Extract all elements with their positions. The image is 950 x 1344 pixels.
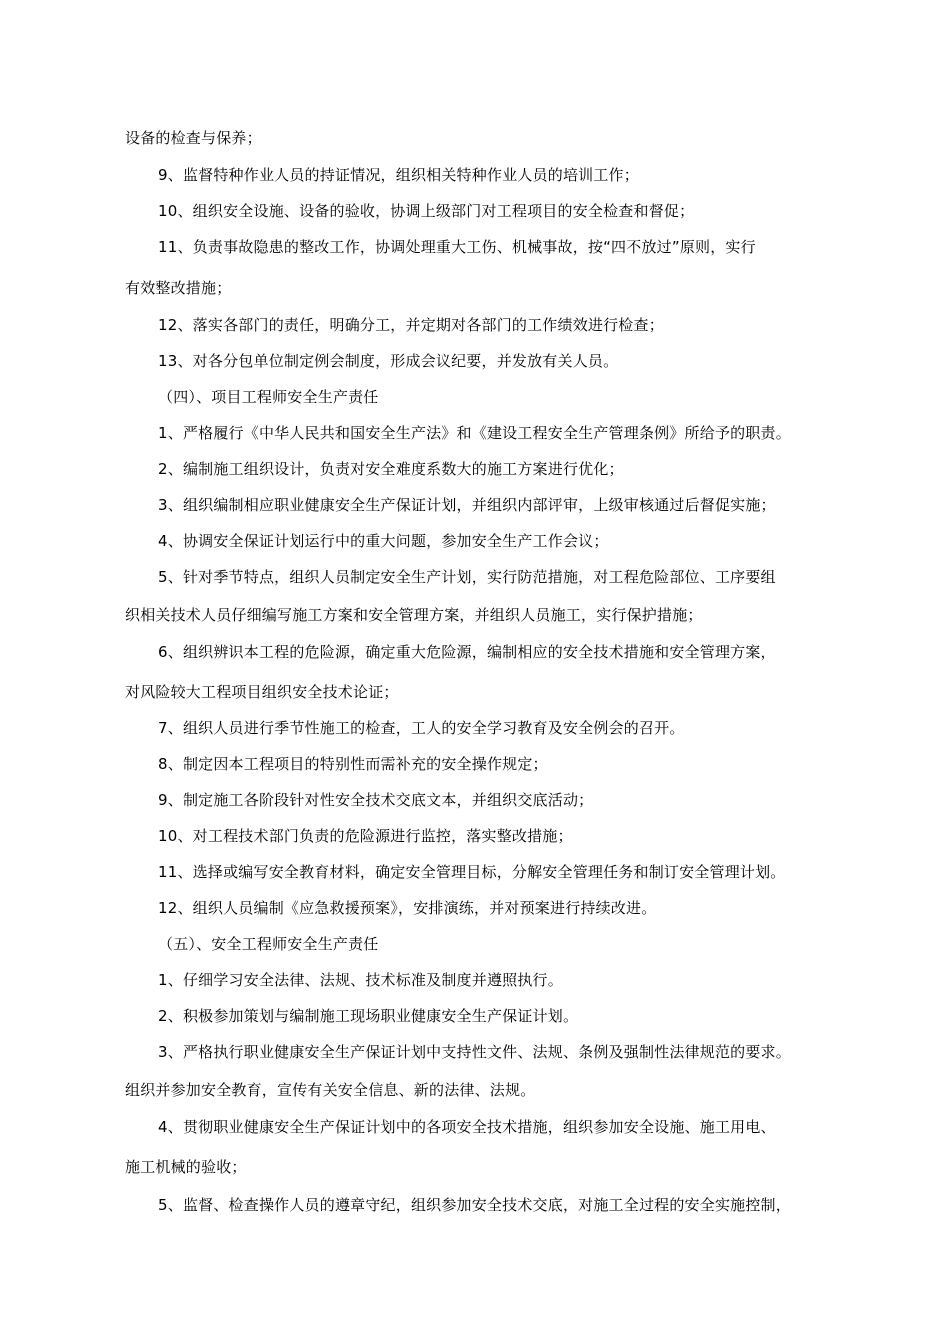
paragraph-line: 2、编制施工组织设计，负责对安全难度系数大的施工方案进行优化； bbox=[158, 460, 624, 478]
paragraph-line: 13、对各分包单位制定例会制度，形成会议纪要，并发放有关人员。 bbox=[158, 352, 619, 370]
paragraph-line: 8、制定因本工程项目的特别性而需补充的安全操作规定； bbox=[158, 755, 548, 773]
paragraph-line: 4、贯彻职业健康安全生产保证计划中的各项安全技术措施，组织参加安全设施、施工用电、 bbox=[158, 1118, 776, 1136]
paragraph-line: 2、积极参加策划与编制施工现场职业健康安全生产保证计划。 bbox=[158, 1007, 579, 1025]
paragraph-line: 施工机械的验收； bbox=[125, 1158, 247, 1176]
paragraph-line: 3、严格执行职业健康安全生产保证计划中支持性文件、法规、条例及强制性法律规范的要求。 bbox=[158, 1043, 791, 1061]
paragraph-line: 12、组织人员编制《应急救援预案》，安排演练，并对预案进行持续改进。 bbox=[158, 899, 657, 917]
paragraph-line: （四）、项目工程师安全生产责任 bbox=[158, 388, 379, 406]
paragraph-line: 11、选择或编写安全教育材料，确定安全管理目标，分解安全管理任务和制订安全管理计划。 bbox=[158, 863, 786, 881]
paragraph-line: 10、组织安全设施、设备的验收，协调上级部门对工程项目的安全检查和督促； bbox=[158, 202, 695, 220]
paragraph-line: 11、负责事故隐患的整改工作，协调处理重大工伤、机械事故，按“四不放过”原则，实行 bbox=[158, 238, 756, 256]
paragraph-line: 有效整改措施； bbox=[125, 279, 232, 297]
paragraph-line: 7、组织人员进行季节性施工的检查，工人的安全学习教育及安全例会的召开。 bbox=[158, 719, 685, 737]
paragraph-line: 4、协调安全保证计划运行中的重大问题，参加安全生产工作会议； bbox=[158, 532, 609, 550]
paragraph-line: 9、监督特种作业人员的持证情况，组织相关特种作业人员的培训工作； bbox=[158, 166, 639, 184]
paragraph-line: 设备的检查与保养； bbox=[125, 129, 262, 147]
paragraph-line: 12、落实各部门的责任，明确分工，并定期对各部门的工作绩效进行检查； bbox=[158, 316, 664, 334]
paragraph-line: 10、对工程技术部门负责的危险源进行监控，落实整改措施； bbox=[158, 827, 573, 845]
paragraph-line: 1、严格履行《中华人民共和国安全生产法》和《建设工程安全生产管理条例》所给予的职责。 bbox=[158, 424, 791, 442]
paragraph-line: 对风险较大工程项目组织安全技术论证； bbox=[125, 683, 399, 701]
paragraph-line: （五）、安全工程师安全生产责任 bbox=[158, 935, 379, 953]
paragraph-line: 5、监督、检查操作人员的遵章守纪，组织参加安全技术交底，对施工全过程的安全实施控制， bbox=[158, 1196, 791, 1214]
paragraph-line: 3、组织编制相应职业健康安全生产保证计划，并组织内部评审，上级审核通过后督促实施； bbox=[158, 496, 776, 514]
paragraph-line: 9、制定施工各阶段针对性安全技术交底文本，并组织交底活动； bbox=[158, 791, 594, 809]
paragraph-line: 织相关技术人员仔细编写施工方案和安全管理方案，并组织人员施工，实行保护措施； bbox=[125, 606, 703, 624]
paragraph-line: 组织并参加安全教育，宣传有关安全信息、新的法律、法规。 bbox=[125, 1081, 536, 1099]
paragraph-line: 5、针对季节特点，组织人员制定安全生产计划，实行防范措施，对工程危险部位、工序要组 bbox=[158, 568, 776, 586]
paragraph-line: 1、仔细学习安全法律、法规、技术标准及制度并遵照执行。 bbox=[158, 971, 563, 989]
paragraph-line: 6、组织辨识本工程的危险源，确定重大危险源，编制相应的安全技术措施和安全管理方案， bbox=[158, 643, 776, 661]
